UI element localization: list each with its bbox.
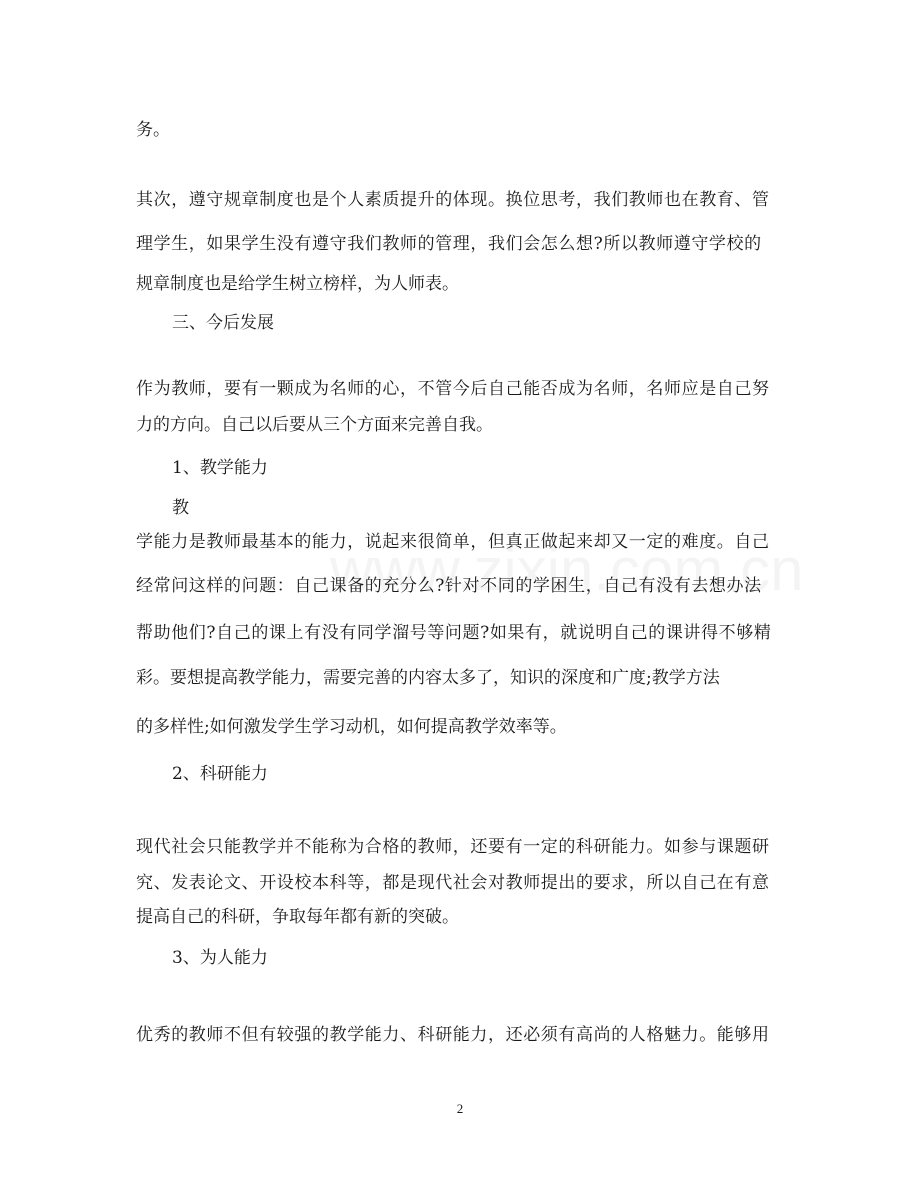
text-line: 彩。要想提高教学能力，需要完善的内容太多了，知识的深度和广度;教学方法: [136, 668, 720, 688]
text-line: 理学生，如果学生没有遵守我们教师的管理，我们会怎么想?所以教师遵守学校的: [136, 234, 762, 254]
text-line: 作为教师，要有一颗成为名师的心，不管今后自己能否成为名师，名师应是自己努: [136, 379, 770, 399]
subsection-heading: 1、教学能力: [172, 458, 268, 478]
text-line: 优秀的教师不但有较强的教学能力、科研能力，还必须有高尚的人格魅力。能够用: [136, 1025, 770, 1045]
text-line: 经常问这样的问题：自己课备的充分么?针对不同的学困生，自己有没有去想办法: [136, 576, 762, 596]
text-line: 其次，遵守规章制度也是个人素质提升的体现。换位思考，我们教师也在教育、管: [136, 190, 770, 210]
text-line: 力的方向。自己以后要从三个方面来完善自我。: [136, 415, 493, 435]
text-line: 务。: [136, 120, 170, 140]
subsection-heading: 3、为人能力: [172, 948, 268, 968]
subsection-heading: 2、科研能力: [172, 764, 268, 784]
text-line: 学能力是教师最基本的能力，说起来很简单，但真正做起来却又一定的难度。自己: [136, 532, 770, 552]
text-line: 提高自己的科研，争取每年都有新的突破。: [136, 907, 459, 927]
text-line: 教: [172, 498, 189, 518]
text-line: 现代社会只能教学并不能称为合格的教师，还要有一定的科研能力。如参与课题研: [136, 837, 770, 857]
text-line: 规章制度也是给学生树立榜样，为人师表。: [136, 274, 459, 294]
text-line: 究、发表论文、开设校本科等，都是现代社会对教师提出的要求，所以自己在有意: [136, 873, 770, 893]
page-number: 2: [456, 1101, 464, 1116]
section-heading: 三、今后发展: [172, 313, 274, 333]
text-line: 帮助他们?自己的课上有没有同学溜号等问题?如果有，就说明自己的课讲得不够精: [136, 623, 772, 643]
text-line: 的多样性;如何激发学生学习动机，如何提高教学效率等。: [136, 717, 567, 737]
